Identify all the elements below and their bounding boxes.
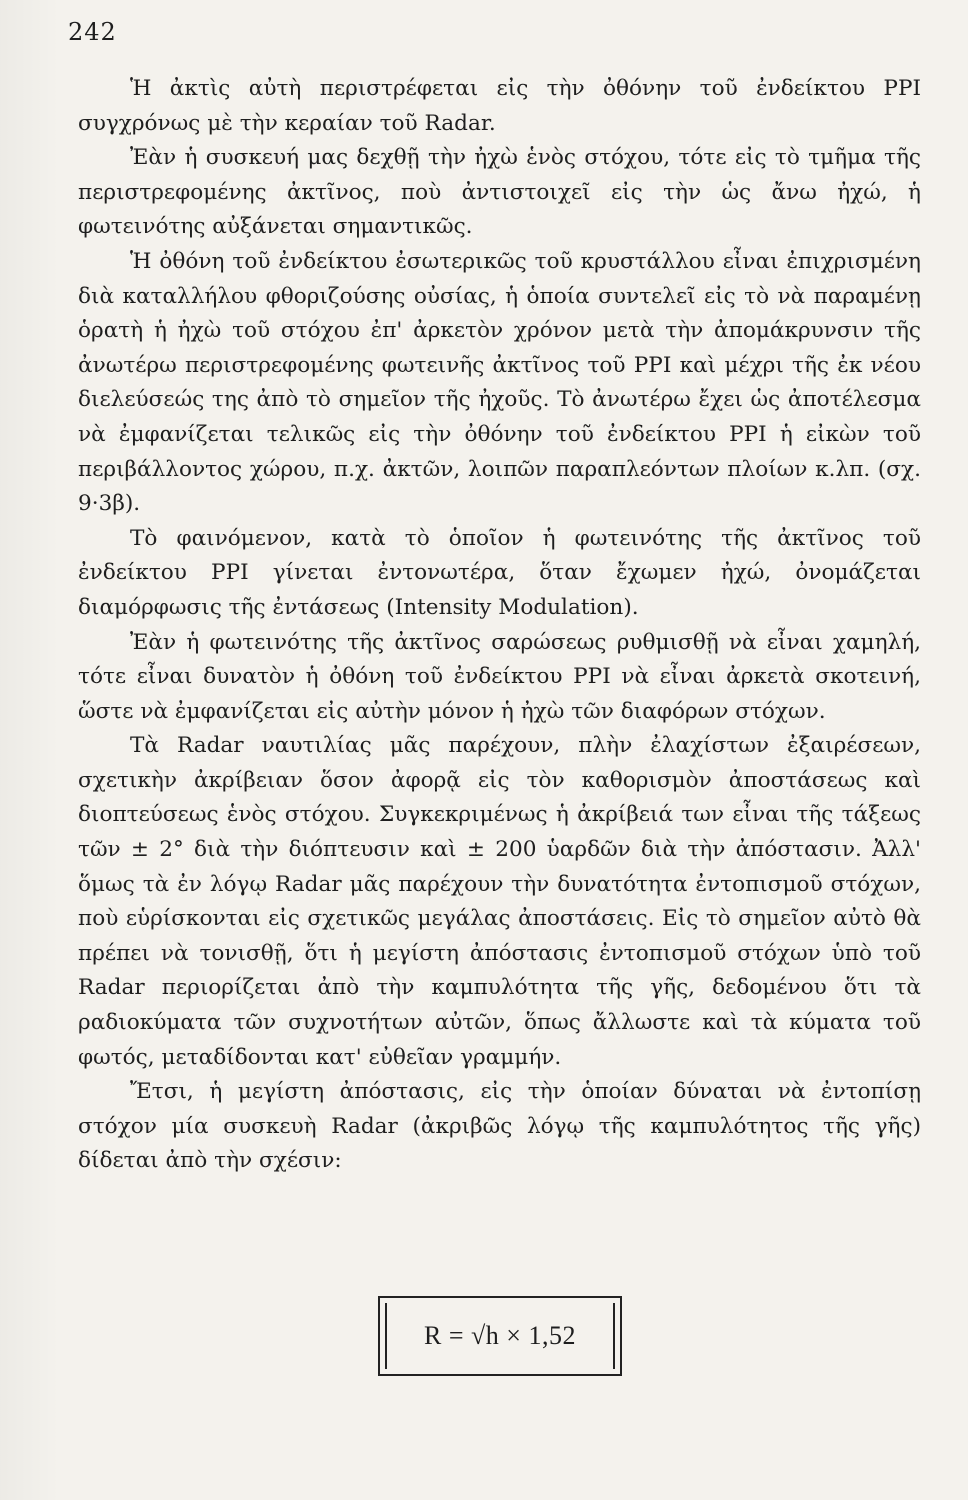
paragraph: Ἡ ὀθόνη τοῦ ἐνδείκτου ἐσωτερικῶς τοῦ κρυστάλλου εἶναι ἐπιχρισμένη διὰ καταλλήλου φθοριζούσης οὐσίας, ἡ ὁποία συντελεῖ εἰς τὸ νὰ παραμένῃ ὁρατὴ ἡ ἠχὼ τοῦ στόχου ἐπ' ἀρκετὸν χρόνον μετὰ τὴν ἀπομάκρυνσιν τῆς ἀνωτέρω περιστρεφομένης φωτεινῆς ἀκτῖνος τοῦ PPI καὶ μέχρι τῆς ἐκ νέου διελεύσεώς της ἀπὸ τὸ σημεῖον τῆς ἠχοῦς. Τὸ ἀνωτέρω ἔχει ὡς ἀποτέλεσμα νὰ ἐμφανίζεται τελικῶς εἰς τὴν ὀθόνην τοῦ ἐνδείκτου PPI ἡ εἰκὼν τοῦ περιβάλλοντος χώρου, π.χ. ἀκτῶν, λοιπῶν παραπλεόντων πλοίων κ.λπ. (σχ. 9·3β). bbox=[78, 248, 921, 517]
paragraph: Τὰ Radar ναυτιλίας μᾶς παρέχουν, πλὴν ἐλαχίστων ἐξαιρέσεων, σχετικὴν ἀκρίβειαν ὅσον ἀφορᾷ εἰς τὸν καθορισμὸν ἀποστάσεως καὶ διοπτεύσεως ἑνὸς στόχου. Συγκεκριμένως ἡ ἀκρίβειά των εἶναι τῆς τάξεως τῶν ± 2° διὰ τὴν διόπτευσιν καὶ ± 200 ὑαρδῶν διὰ τὴν ἀπόστασιν. Ἀλλ' ὅμως τὰ ἐν λόγῳ Radar μᾶς παρέχουν τὴν δυνατότητα ἐντοπισμοῦ στόχων, ποὺ εὑρίσκονται εἰς σχετικῶς μεγάλας ἀποστάσεις. Εἰς τὸ σημεῖον αὐτὸ θὰ πρέπει νὰ τονισθῇ, ὅτι ἡ μεγίστη ἀπόστασις ἐντοπισμοῦ στόχων ὑπὸ τοῦ Radar περιορίζεται ἀπὸ τὴν καμπυλότητα τῆς γῆς, δεδομένου ὅτι τὰ ραδιοκύματα τῶν συχνοτήτων αὐτῶν, ὅπως ἄλλωστε καὶ τὰ κύματα τοῦ φωτός, μεταδίδονται κατ' εὐθεῖαν γραμμήν. bbox=[78, 733, 921, 1070]
paragraph: Ἔτσι, ἡ μεγίστη ἀπόστασις, εἰς τὴν ὁποίαν δύναται νὰ ἐντοπίσῃ στόχον μία συσκευὴ Radar (ἀκριβῶς λόγῳ τῆς καμπυλότητος τῆς γῆς) δίδεται ἀπὸ τὴν σχέσιν: bbox=[78, 1079, 921, 1174]
paragraph: Ἡ ἀκτὶς αὐτὴ περιστρέφεται εἰς τὴν ὀθόνην τοῦ ἐνδείκτου PPI συγχρόνως μὲ τὴν κεραίαν τοῦ Radar. bbox=[78, 76, 921, 136]
paragraph: Ἐὰν ἡ συσκευή μας δεχθῇ τὴν ἠχὼ ἑνὸς στόχου, τότε εἰς τὸ τμῆμα τῆς περιστρεφομένης ἀκτῖνος, ποὺ ἀντιστοιχεῖ εἰς τὴν ὡς ἄνω ἠχώ, ἡ φωτεινότης αὐξάνεται σημαντικῶς. bbox=[78, 145, 921, 240]
formula: R = √h × 1,52 bbox=[424, 1321, 576, 1350]
formula-box bbox=[378, 1296, 622, 1376]
paragraph: Τὸ φαινόμενον, κατὰ τὸ ὁποῖον ἡ φωτεινότης τῆς ἀκτῖνος τοῦ ἐνδείκτου PPI γίνεται ἐντονωτέρα, ὅταν ἔχωμεν ἠχώ, ὀνομάζεται διαμόρφωσις τῆς ἐντάσεως (Intensity Modulation). bbox=[78, 525, 921, 620]
page-number: 242 bbox=[68, 18, 117, 46]
paragraph: Ἐὰν ἡ φωτεινότης τῆς ἀκτῖνος σαρώσεως ρυθμισθῇ νὰ εἶναι χαμηλή, τότε εἶναι δυνατὸν ἡ ὀθόνη τοῦ ἐνδείκτου PPI νὰ εἶναι ἀρκετὰ σκοτεινή, ὥστε νὰ ἐμφανίζεται εἰς αὐτὴν μόνον ἡ ἠχὼ τῶν διαφόρων στόχων. bbox=[78, 629, 921, 724]
body-text bbox=[78, 72, 921, 1179]
